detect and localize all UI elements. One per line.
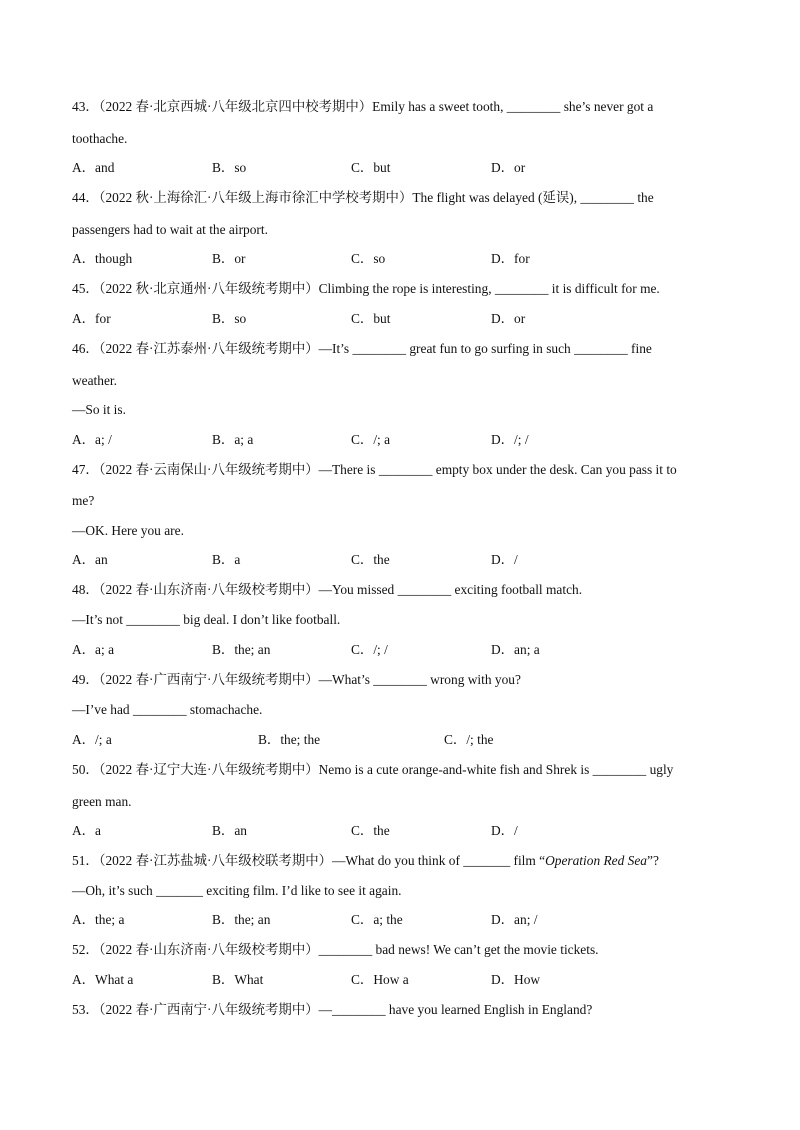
option-d: D．How <box>491 972 541 987</box>
question-50-line-1: 50．（2022 春·辽宁大连·八年级统考期中）Nemo is a cute orange-and-white fish and Shrek is ________ ugly <box>72 762 674 777</box>
question-51-line-2: —Oh, it’s such _______ exciting film. I’d like to see it again. <box>72 883 402 898</box>
option-a: A．What a <box>72 972 134 987</box>
option-d: D．for <box>491 251 530 266</box>
option-d: D．/ <box>491 552 518 567</box>
question-47-line-2: me? <box>72 493 95 508</box>
option-d: D．an; / <box>491 912 538 927</box>
option-c: C．but <box>351 160 391 175</box>
question-48-options <box>72 642 752 658</box>
option-a: A．an <box>72 552 108 567</box>
question-44-line-1: 44．（2022 秋·上海徐汇·八年级上海市徐汇中学校考期中）The flight was delayed (延误), ________ the <box>72 190 654 205</box>
question-47-line-1: 47．（2022 春·云南保山·八年级统考期中）—There is ________ empty box under the desk. Can you pass it to <box>72 462 677 477</box>
option-d: D．or <box>491 160 526 175</box>
question-43-line-1: 43．（2022 春·北京西城·八年级北京四中校考期中）Emily has a sweet tooth, ________ she’s never got a <box>72 99 654 114</box>
option-b: B．or <box>212 251 246 266</box>
question-47-line-3: —OK. Here you are. <box>72 523 184 538</box>
question-43-options <box>72 160 752 176</box>
question-44-options <box>72 251 752 267</box>
option-c: C．/; a <box>351 432 391 447</box>
option-c: C．How a <box>351 972 409 987</box>
option-c: C．so <box>351 251 386 266</box>
question-46-line-1: 46．（2022 春·江苏泰州·八年级统考期中）—It’s ________ great fun to go surfing in such ________ fine <box>72 341 652 356</box>
question-49-line-2: —I’ve had ________ stomachache. <box>72 702 263 717</box>
option-a: A．though <box>72 251 133 266</box>
option-b: B．an <box>212 823 247 838</box>
option-a: A．and <box>72 160 115 175</box>
option-a: A．/; a <box>72 732 112 747</box>
option-c: C．/; / <box>351 642 388 657</box>
question-51-options <box>72 912 752 928</box>
question-45-line-1: 45．（2022 秋·北京通州·八年级统考期中）Climbing the rope is interesting, ________ it is difficult for me. <box>72 281 660 296</box>
option-c: C．a; the <box>351 912 403 927</box>
option-b: B．so <box>212 311 247 326</box>
option-c: C．but <box>351 311 391 326</box>
option-d: D．/ <box>491 823 518 838</box>
option-b: B．a; a <box>212 432 254 447</box>
question-49-options <box>72 732 752 748</box>
question-43-line-2: toothache. <box>72 131 128 146</box>
option-b: B．What <box>212 972 264 987</box>
question-51-text: 51．（2022 春·江苏盐城·八年级校联考期中）—What do you think of _______ film “ <box>72 853 546 868</box>
question-50-options <box>72 823 752 839</box>
question-47-options <box>72 552 752 568</box>
question-48-line-1: 48．（2022 春·山东济南·八年级校考期中）—You missed ________ exciting football match. <box>72 582 583 597</box>
option-a: A．for <box>72 311 111 326</box>
question-46-line-2: weather. <box>72 373 117 388</box>
question-53-line-1: 53．（2022 春·广西南宁·八年级统考期中）—________ have you learned English in England? <box>72 1002 593 1017</box>
option-a: A．the; a <box>72 912 125 927</box>
question-52-options <box>72 972 752 988</box>
question-48-line-2: —It’s not ________ big deal. I don’t like football. <box>72 612 341 627</box>
option-c: C．/; the <box>444 732 494 747</box>
question-45-options <box>72 311 752 327</box>
option-a: A．a; / <box>72 432 112 447</box>
option-d: D．/; / <box>491 432 529 447</box>
option-d: D．or <box>491 311 526 326</box>
question-46-options <box>72 432 752 448</box>
question-51-closing: ”? <box>647 853 659 868</box>
option-c: C．the <box>351 823 390 838</box>
option-c: C．the <box>351 552 390 567</box>
option-b: B．so <box>212 160 247 175</box>
question-44-line-2: passengers had to wait at the airport. <box>72 222 268 237</box>
question-50-line-2: green man. <box>72 794 132 809</box>
question-51-line-1 <box>72 853 659 869</box>
film-title: Operation Red Sea <box>545 853 647 868</box>
question-52-line-1: 52．（2022 春·山东济南·八年级校考期中）________ bad news! We can’t get the movie tickets. <box>72 942 599 957</box>
option-a: A．a <box>72 823 102 838</box>
option-d: D．an; a <box>491 642 540 657</box>
option-b: B．the; the <box>258 732 321 747</box>
option-b: B．the; an <box>212 912 271 927</box>
option-b: B．a <box>212 552 241 567</box>
question-49-line-1: 49．（2022 春·广西南宁·八年级统考期中）—What’s ________ wrong with you? <box>72 672 521 687</box>
question-46-line-3: —So it is. <box>72 402 126 417</box>
option-b: B．the; an <box>212 642 271 657</box>
option-a: A．a; a <box>72 642 115 657</box>
